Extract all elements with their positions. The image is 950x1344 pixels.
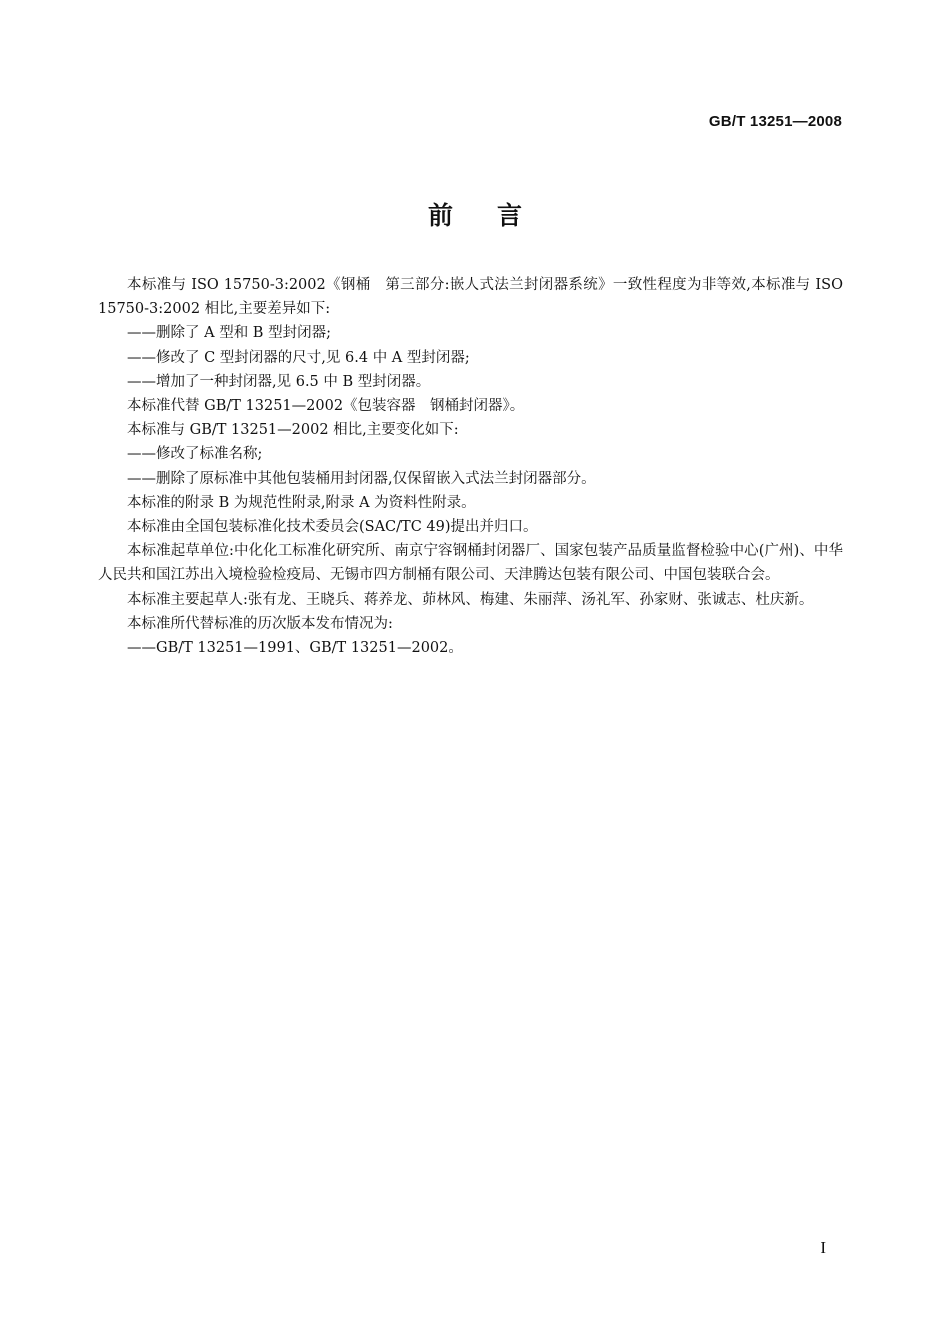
paragraph-drafting-units: 本标准起草单位:中化化工标准化研究所、南京宁容钢桶封闭器厂、国家包装产品质量监督检验中心(广州)、中华人民共和国江苏出入境检验检疫局、无锡市四方制桶有限公司、天津腾达包装有限公司、中国包装联合会。 — [98, 543, 843, 584]
list-item: ——GB/T 13251—1991、GB/T 13251—2002。 — [127, 640, 463, 657]
paragraph-annexes: 本标准的附录 B 为规范性附录,附录 A 为资料性附录。 — [127, 494, 476, 511]
foreword-body — [98, 273, 843, 660]
paragraph-changes: 本标准与 GB/T 13251—2002 相比,主要变化如下: — [127, 422, 459, 439]
list-item: ——修改了 C 型封闭器的尺寸,见 6.4 中 A 型封闭器; — [127, 349, 470, 366]
list-item: ——删除了原标准中其他包装桶用封闭器,仅保留嵌入式法兰封闭器部分。 — [127, 470, 596, 487]
page-title: 前言 — [427, 201, 566, 230]
list-item: ——增加了一种封闭器,见 6.5 中 B 型封闭器。 — [127, 373, 431, 390]
paragraph-replaces: 本标准代替 GB/T 13251—2002《包装容器 钢桶封闭器》。 — [127, 398, 525, 415]
paragraph-committee: 本标准由全国包装标准化技术委员会(SAC/TC 49)提出并归口。 — [127, 519, 538, 536]
list-item: ——修改了标准名称; — [127, 446, 263, 463]
paragraph-iso-comparison: 本标准与 ISO 15750-3:2002《钢桶 第三部分:嵌人式法兰封闭器系统》一致性程度为非等效,本标准与 ISO 15750-3:2002 相比,主要差异如下: — [98, 277, 843, 318]
page-number: I — [820, 1238, 826, 1257]
paragraph-drafters: 本标准主要起草人:张有龙、王晓兵、蒋养龙、茆林风、梅建、朱丽萍、汤礼军、孙家财、张诚志、杜庆新。 — [127, 591, 814, 608]
standard-code: GB/T 13251—2008 — [708, 113, 842, 130]
list-item: ——删除了 A 型和 B 型封闭器; — [127, 325, 331, 342]
paragraph-history: 本标准所代替标准的历次版本发布情况为: — [127, 615, 393, 632]
